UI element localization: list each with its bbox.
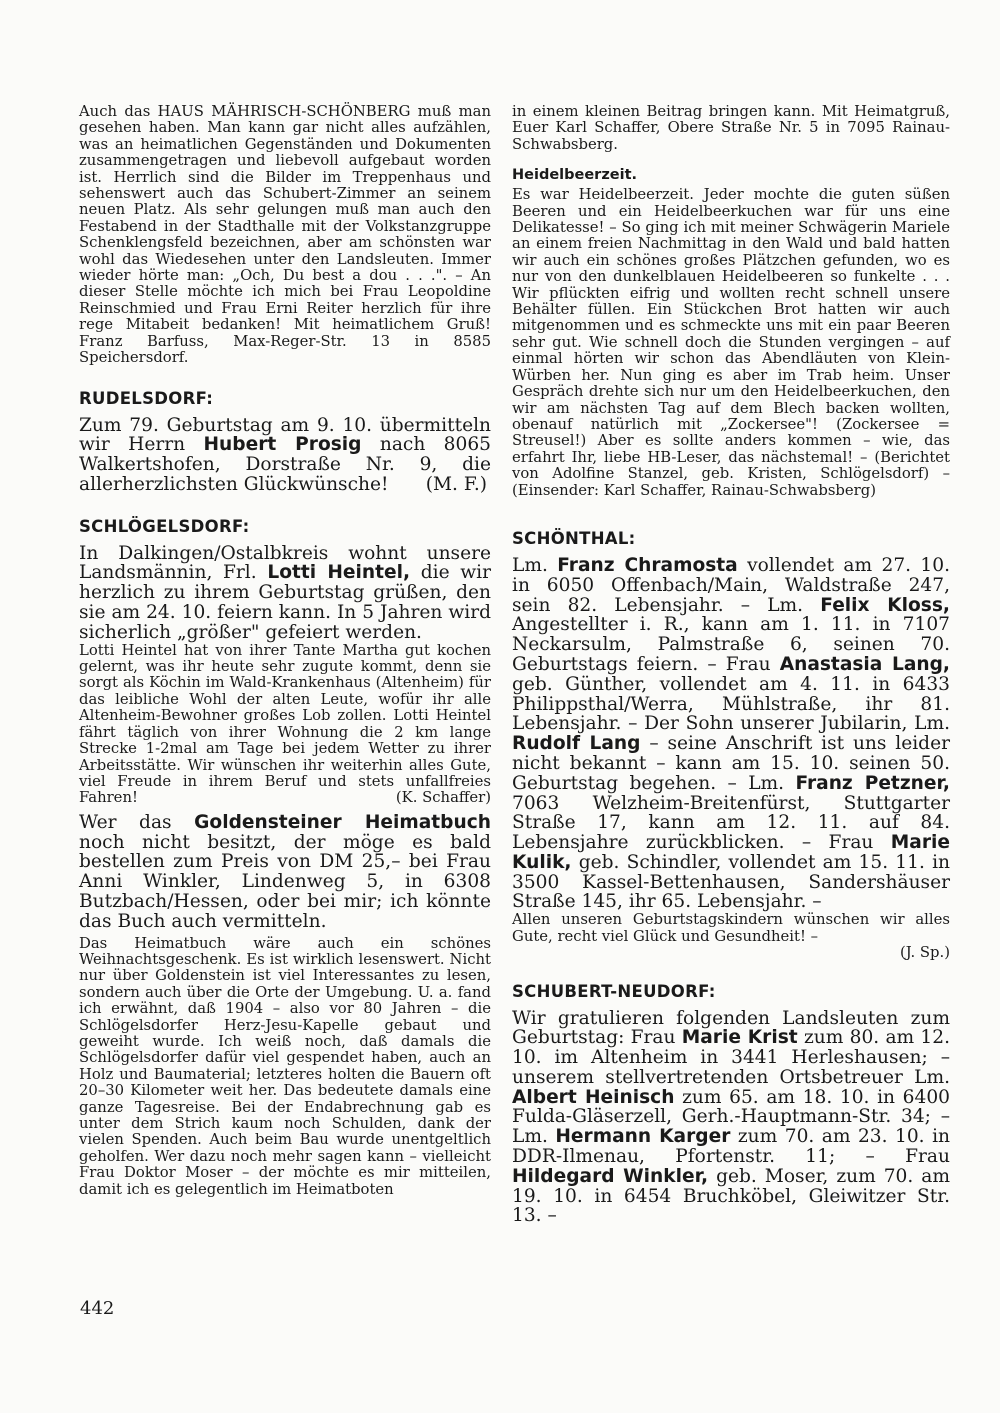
name-hildegard-winkler: Hildegard Winkler, bbox=[512, 1165, 709, 1187]
haus-maehrisch-schoenberg-paragraph: Auch das HAUS MÄHRISCH-SCHÖNBERG muß man gesehen haben. Man kann gar nicht alles aufzählen, was an heimatlichen Gegenständen und Dokumenten zusammengetragen und liebevoll aufgebaut worden ist. Herrlich sind die Bilder im Treppenhaus und sehenswert auch das Schubert-Zimmer an seinem neuen Platz. Als sehr gelungen muß man auch den Festabend in der Stadthalle mit der Volkstanzgruppe Schenklengsfeld bezeichnen, aber am schönsten war wohl das Wiedesehen unter den Landsleuten. Immer wieder hörte man: „Och, Du best a dou . . .". – An dieser Stelle möchte ich mich bei Frau Leopoldine Reinschmied und Frau Erni Reiter herzlich für ihre rege Mitabeit bedanken! Mit heimatlichem Gruß! Franz Barfuss, Max-Reger-Str. 13 in 8585 Speichersdorf. bbox=[79, 103, 491, 367]
name-hermann-karger: Hermann Karger bbox=[555, 1126, 731, 1148]
schoenthal-heading: SCHÖNTHAL: bbox=[512, 528, 636, 548]
heidelbeerzeit-heading: Heidelbeerzeit. bbox=[512, 167, 638, 184]
rudelsdorf-heading: RUDELSDORF: bbox=[79, 388, 214, 408]
schoenthal-paragraph: Lm. Franz Chramosta vollendet am 27. 10. in 6050 Offenbach/Main, Waldstraße 247, sein 82. Lebensjahr. – Lm. Felix Kloss, Angestellter i. R., kann am 1. 11. in 7107 Neckarsulm, Palmstraße 6, seinen 70. Geburtstags feiern. – Frau Anastasia Lang, geb. Günther, vollendet am 4. 11. in 6433 Philippsthal/Werra, Mühlstraße, ihr 81. Lebensjahr. – Der Sohn unserer Jubilarin, Lm. Rudolf Lang – seine Anschrift ist uns leider nicht bekannt – kann am 15. 10. seinen 50. Geburtstag begehen. – Lm. Franz Petzner, 7063 Welzheim-Breitenfürst, Stuttgarter Straße 17, kann am 12. 11. auf 84. Lebensjahre zurückblicken. – Frau Marie Kulik, geb. Schindler, vollendet am 15. 11. in 3500 Kassel-Bettenhausen, Sandershäuser Straße 145, ihr 65. Lebensjahr. – bbox=[512, 554, 950, 913]
name-rudolf-lang: Rudolf Lang bbox=[512, 733, 641, 755]
signature-k-schaffer: (K. Schaffer) bbox=[395, 789, 491, 807]
name-albert-heinisch: Albert Heinisch bbox=[512, 1086, 675, 1108]
schubert-neudorf-paragraph: Wir gratulieren folgenden Landsleuten zum Geburtstag: Frau Marie Krist zum 80. am 12. 10. im Altenheim in 3441 Herleshausen; – unserem stellvertretenden Ortsbetreuer Lm. Albert Heinisch zum 65. am 18. 10. in 6400 Fulda-Gläserzell, Gerh.-Hauptmann-Str. 34; – Lm. Hermann Karger zum 70. am 23. 10. in DDR-Ilmenau, Pfortenstr. 11; – Frau Hildegard Winkler, geb. Moser, zum 70. am 19. 10. in 6454 Bruchköbel, Gleiwitzer Str. 13. – bbox=[512, 1007, 950, 1227]
heimatbuch-paragraph: Das Heimatbuch wäre auch ein schönes Weihnachtsgeschenk. Es ist wirklich lesenswert. Nicht nur über Goldenstein ist viel Interessantes zu lesen, sondern auch über die Orte der Umgebung. U. a. fand ich erwähnt, daß 1904 – also vor 80 Jahren – die Schlögelsdorfer Herz-Jesu-Kapelle gebaut und geweiht wurde. Ich weiß noch, daß damals die Schlögelsdorfer dafür viel gespendet haben, auch an Holz und Baumaterial; letzteres holten die Bauern oft 20–30 Kilometer weit her. Das bedeutete damals eine ganze Tagesreise. Bei der Endabrechnung gab es unter dem Strich kaum noch Schulden, dank der vielen Spenden. Auch beim Bau wurde unentgeltlich geholfen. Wer dazu noch mehr sagen kann – vielleicht Frau Doktor Moser – der möchte es mir mitteilen, damit ich es gelegentlich im Heimatboten bbox=[79, 934, 491, 1198]
page-number: 442 bbox=[80, 1298, 115, 1319]
signature-mf: (M. F.) bbox=[425, 473, 487, 495]
name-felix-kloss: Felix Kloss, bbox=[820, 594, 950, 616]
schoenthal-wishes: Allen unseren Geburtstagskindern wünschen wir alles Gute, recht viel Glück und Gesundheit! – bbox=[512, 911, 950, 945]
signature-j-sp: (J. Sp.) bbox=[899, 944, 950, 962]
left-column bbox=[79, 104, 491, 1198]
name-marie-kulik: Marie Kulik, bbox=[512, 832, 950, 873]
goldensteiner-heimatbuch-title: Goldensteiner Heimatbuch bbox=[194, 811, 491, 833]
rudelsdorf-paragraph: Zum 79. Geburtstag am 9. 10. übermitteln wir Herrn Hubert Prosig nach 8065 Walkertshofen, Dorstraße Nr. 9, die allerherzlichsten Glückwünsche! (M. F.) bbox=[79, 414, 492, 495]
name-franz-petzner: Franz Petzner, bbox=[795, 772, 950, 794]
lotti-heintel-paragraph: Lotti Heintel hat von ihrer Tante Martha gut kochen gelernt, was ihr heute sehr zugute kommt, denn sie sorgt als Köchin im Wald-Krankenhaus (Altenheim) für das leibliche Wohl der alten Leute, wofür ihr alle Altenheim-Bewohner großes Lob zollen. Lotti Heintel fährt täglich von ihrer Wohnung die 2 km lange Strecke 1-2mal am Tage bei jedem Wetter zu ihrer Arbeitsstätte. Wir wünschen ihr weiterhin alles Gute, viel Freude in ihrem Beruf und stets unfallfreies Fahren! (K. Schaffer) bbox=[79, 641, 491, 807]
schubert-neudorf-heading: SCHUBERT-NEUDORF: bbox=[512, 981, 716, 1001]
heimatbuch-order-paragraph: Wer das Goldensteiner Heimatbuch noch nicht besitzt, der möge es bald bestellen zum Preis von DM 25,– bei Frau Anni Winkler, Lindenweg 5, in 6308 Butzbach/Hessen, oder bei mir; ich könnte das Buch auch vermitteln. bbox=[79, 811, 491, 932]
heidelbeerzeit-paragraph: Es war Heidelbeerzeit. Jeder mochte die guten süßen Beeren und ein Heidelbeerkuchen war für uns eine Delikatesse! – So ging ich mit meiner Schwägerin Mariele an einem freien Nachmittag in den Wald und bald hatten wir auch ein schönes großes Plätzchen gefunden, wo es nur von den dunkelblauen Heidelbeeren so funkelte . . . Wir pflückten eifrig und wollten recht schnell unsere Behälter füllen. Ein Stückchen Brot hatten wir auch mitgenommen und es schmeckte uns mit ein paar Beeren sehr gut. Wie schnell doch die Stunden vergingen – auf einmal hörten wir schon das Abendläuten von Klein-Würben her. Nun ging es aber im Trab heim. Unser Gespräch drehte sich nur um den Heidelbeerkuchen, den wir am nächsten Tag auf dem Blech backen wollten, obenauf natürlich mit „Zockersee"! (Zockersee = Streusel!) Aber es sollte anders kommen – wie, das erfahrt Ihr, liebe HB-Leser, das nächstemal! – (Berichtet von Adolfine Stanzel, geb. Kristen, Schlögelsdorf) – (Einsender: Karl Schaffer, Rainau-Schwabsberg) bbox=[512, 186, 950, 499]
name-franz-chramosta: Franz Chramosta bbox=[557, 554, 738, 576]
name-lotti-heintel: Lotti Heintel, bbox=[267, 562, 411, 584]
name-marie-krist: Marie Krist bbox=[681, 1027, 798, 1049]
name-hubert-prosig: Hubert Prosig bbox=[203, 434, 362, 456]
right-column bbox=[512, 104, 950, 1226]
continuation-paragraph: in einem kleinen Beitrag bringen kann. Mit Heimatgruß, Euer Karl Schaffer, Obere Straße Nr. 5 in 7095 Rainau-Schwabsberg. bbox=[512, 103, 950, 153]
schloegelsdorf-heading: SCHLÖGELSDORF: bbox=[79, 516, 250, 536]
name-anastasia-lang: Anastasia Lang, bbox=[779, 653, 950, 675]
schloegelsdorf-paragraph: In Dalkingen/Ostalbkreis wohnt unsere Landsmännin, Frl. Lotti Heintel, die wir herzlich zu ihrem Geburtstag grüßen, den sie am 24. 10. feiern kann. In 5 Jahren wird sicherlich „größer" gefeiert werden. bbox=[79, 542, 491, 643]
